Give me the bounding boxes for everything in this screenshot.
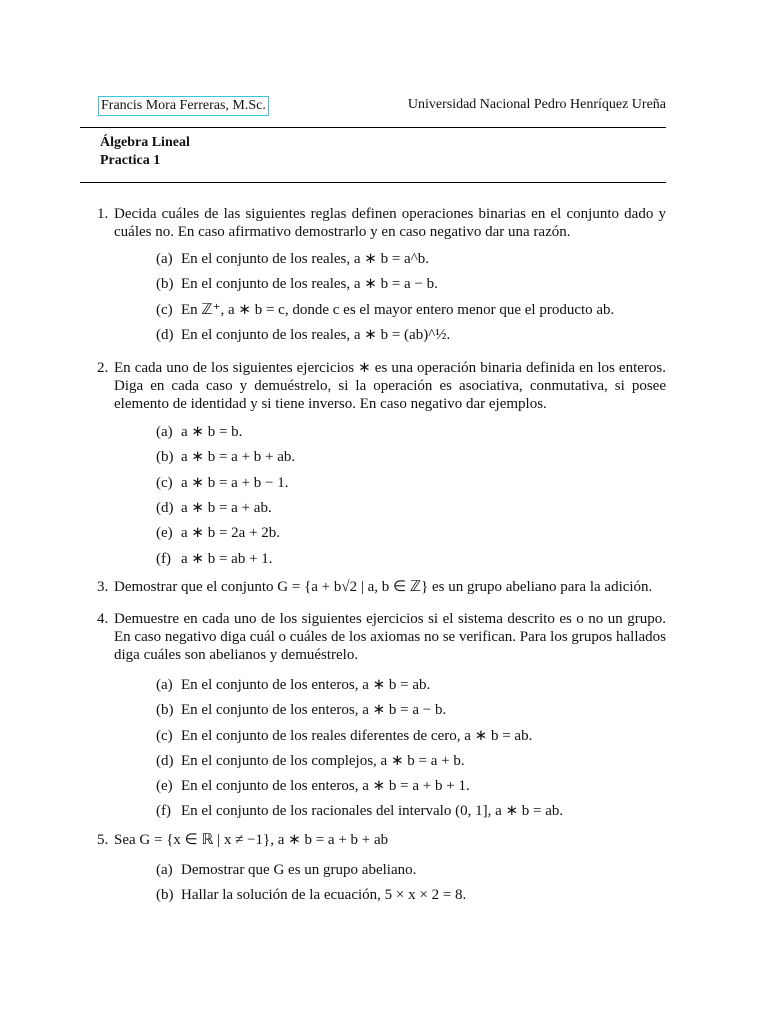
sub-item-label: (d) bbox=[156, 752, 174, 769]
course-title: Álgebra Lineal bbox=[100, 135, 190, 150]
page-header bbox=[80, 96, 666, 118]
header-divider bbox=[80, 127, 666, 128]
sub-item bbox=[114, 727, 666, 752]
sub-item-label: (a) bbox=[156, 676, 173, 693]
problem-number: 4. bbox=[97, 610, 109, 627]
university-name: Universidad Nacional Pedro Henríquez Ureña bbox=[407, 97, 666, 112]
sub-item-text: a ∗ b = 2a + 2b. bbox=[181, 525, 281, 542]
sub-item-label: (d) bbox=[156, 326, 174, 343]
sub-item-label: (b) bbox=[156, 887, 174, 904]
sub-item-label: (a) bbox=[156, 861, 173, 878]
sub-item bbox=[114, 701, 666, 726]
sub-item-list bbox=[114, 250, 666, 351]
sub-item-list bbox=[114, 861, 666, 912]
sub-item bbox=[114, 752, 666, 777]
sub-item bbox=[114, 275, 666, 300]
sub-item-list bbox=[114, 676, 666, 828]
sub-item-text: En el conjunto de los enteros, a ∗ b = a + b + 1. bbox=[181, 778, 470, 795]
sub-item-label: (a) bbox=[156, 251, 173, 267]
sub-item-label: (b) bbox=[156, 449, 174, 466]
sub-item-label: (f) bbox=[156, 803, 171, 820]
document-page bbox=[80, 0, 666, 1024]
problem-text: Demuestre en cada uno de los siguientes ejercicios si el sistema descrito es o no un grupo. En caso negativo diga cuál o cuáles de los axiomas no se verifican. Para los grupos hallados diga cuáles son abelianos y demuéstrelo. bbox=[114, 610, 666, 663]
sub-item-label: (a) bbox=[156, 424, 173, 441]
sub-item-label: (d) bbox=[156, 500, 174, 517]
problem-text: Decida cuáles de las siguientes reglas definen operaciones binarias en el conjunto dado y cuáles no. En caso afirmativo demostrarlo y en caso negativo dar una razón. bbox=[114, 206, 666, 240]
sub-item-text: En el conjunto de los enteros, a ∗ b = ab. bbox=[181, 676, 431, 693]
sub-item-text: En el conjunto de los racionales del intervalo (0, 1], a ∗ b = ab. bbox=[181, 803, 564, 820]
course-info bbox=[100, 134, 190, 170]
problem-number: 5. bbox=[97, 831, 109, 848]
problem-5 bbox=[80, 831, 666, 912]
sub-item bbox=[114, 499, 666, 524]
problem-text: Sea G = {x ∈ ℝ | x ≠ −1}, a ∗ b = a + b + ab bbox=[114, 831, 389, 848]
problem-number: 2. bbox=[97, 360, 109, 377]
problem-text: En cada uno de los siguientes ejercicios ∗ es una operación binaria definida en los enteros. Diga en cada caso y demuéstrelo, si la operación es asociativa, conmutativa, si posee elemento de identidad y si tiene inverso. En caso negativo dar ejemplos. bbox=[114, 360, 666, 413]
sub-item-text: a ∗ b = a + b + ab. bbox=[181, 449, 296, 466]
sub-item-text: a ∗ b = b. bbox=[181, 424, 243, 441]
problem-list bbox=[80, 205, 666, 911]
sub-item-text: En el conjunto de los reales, a ∗ b = a^b. bbox=[181, 251, 429, 267]
sub-item bbox=[114, 448, 666, 473]
sub-item-text: En el conjunto de los reales diferentes de cero, a ∗ b = ab. bbox=[181, 727, 533, 744]
sub-item bbox=[114, 777, 666, 802]
sub-item-text: En el conjunto de los enteros, a ∗ b = a − b. bbox=[181, 702, 447, 719]
problem-1 bbox=[80, 205, 666, 351]
problem-number: 1. bbox=[97, 206, 109, 222]
sub-item-label: (c) bbox=[156, 301, 173, 318]
problem-2 bbox=[80, 359, 666, 575]
problem-number: 3. bbox=[97, 578, 109, 595]
sub-item bbox=[114, 861, 666, 886]
sub-item-label: (b) bbox=[156, 276, 174, 293]
sub-item bbox=[114, 250, 666, 275]
problem-text: Demostrar que el conjunto G = {a + b√2 | a, b ∈ ℤ} es un grupo abeliano para la adición. bbox=[114, 578, 653, 595]
sub-item-text: En el conjunto de los reales, a ∗ b = a − b. bbox=[181, 276, 438, 293]
sub-item bbox=[114, 886, 666, 911]
sub-item-text: a ∗ b = a + b − 1. bbox=[181, 474, 289, 491]
problem-3 bbox=[80, 578, 666, 596]
sub-item bbox=[114, 326, 666, 351]
sub-item-text: a ∗ b = a + ab. bbox=[181, 500, 272, 517]
sub-item-text: a ∗ b = ab + 1. bbox=[181, 550, 273, 567]
sub-item bbox=[114, 474, 666, 499]
sub-item bbox=[114, 802, 666, 827]
sub-item-label: (e) bbox=[156, 778, 173, 795]
sub-item-label: (e) bbox=[156, 525, 173, 542]
sub-item bbox=[114, 550, 666, 575]
sub-item-text: Demostrar que G es un grupo abeliano. bbox=[181, 861, 417, 878]
problem-4 bbox=[80, 610, 666, 828]
course-divider bbox=[80, 182, 666, 183]
sub-item bbox=[114, 524, 666, 549]
sub-item-text: En el conjunto de los reales, a ∗ b = (ab)^½. bbox=[181, 326, 451, 343]
sub-item-text: En el conjunto de los complejos, a ∗ b = a + b. bbox=[181, 752, 465, 769]
sub-item-label: (b) bbox=[156, 702, 174, 719]
sub-item bbox=[114, 676, 666, 701]
sub-item-text: En ℤ⁺, a ∗ b = c, donde c es el mayor entero menor que el producto ab. bbox=[181, 301, 615, 318]
author-link[interactable]: Francis Mora Ferreras, M.Sc. bbox=[98, 96, 269, 116]
sub-item-text: Hallar la solución de la ecuación, 5 × x × 2 = 8. bbox=[181, 887, 467, 904]
sub-item-list bbox=[114, 423, 666, 575]
sub-item-label: (c) bbox=[156, 727, 173, 744]
sub-item bbox=[114, 423, 666, 448]
sub-item-label: (c) bbox=[156, 474, 173, 491]
sub-item-label: (f) bbox=[156, 550, 171, 567]
sub-item bbox=[114, 301, 666, 326]
course-subtitle: Practica 1 bbox=[100, 153, 161, 168]
